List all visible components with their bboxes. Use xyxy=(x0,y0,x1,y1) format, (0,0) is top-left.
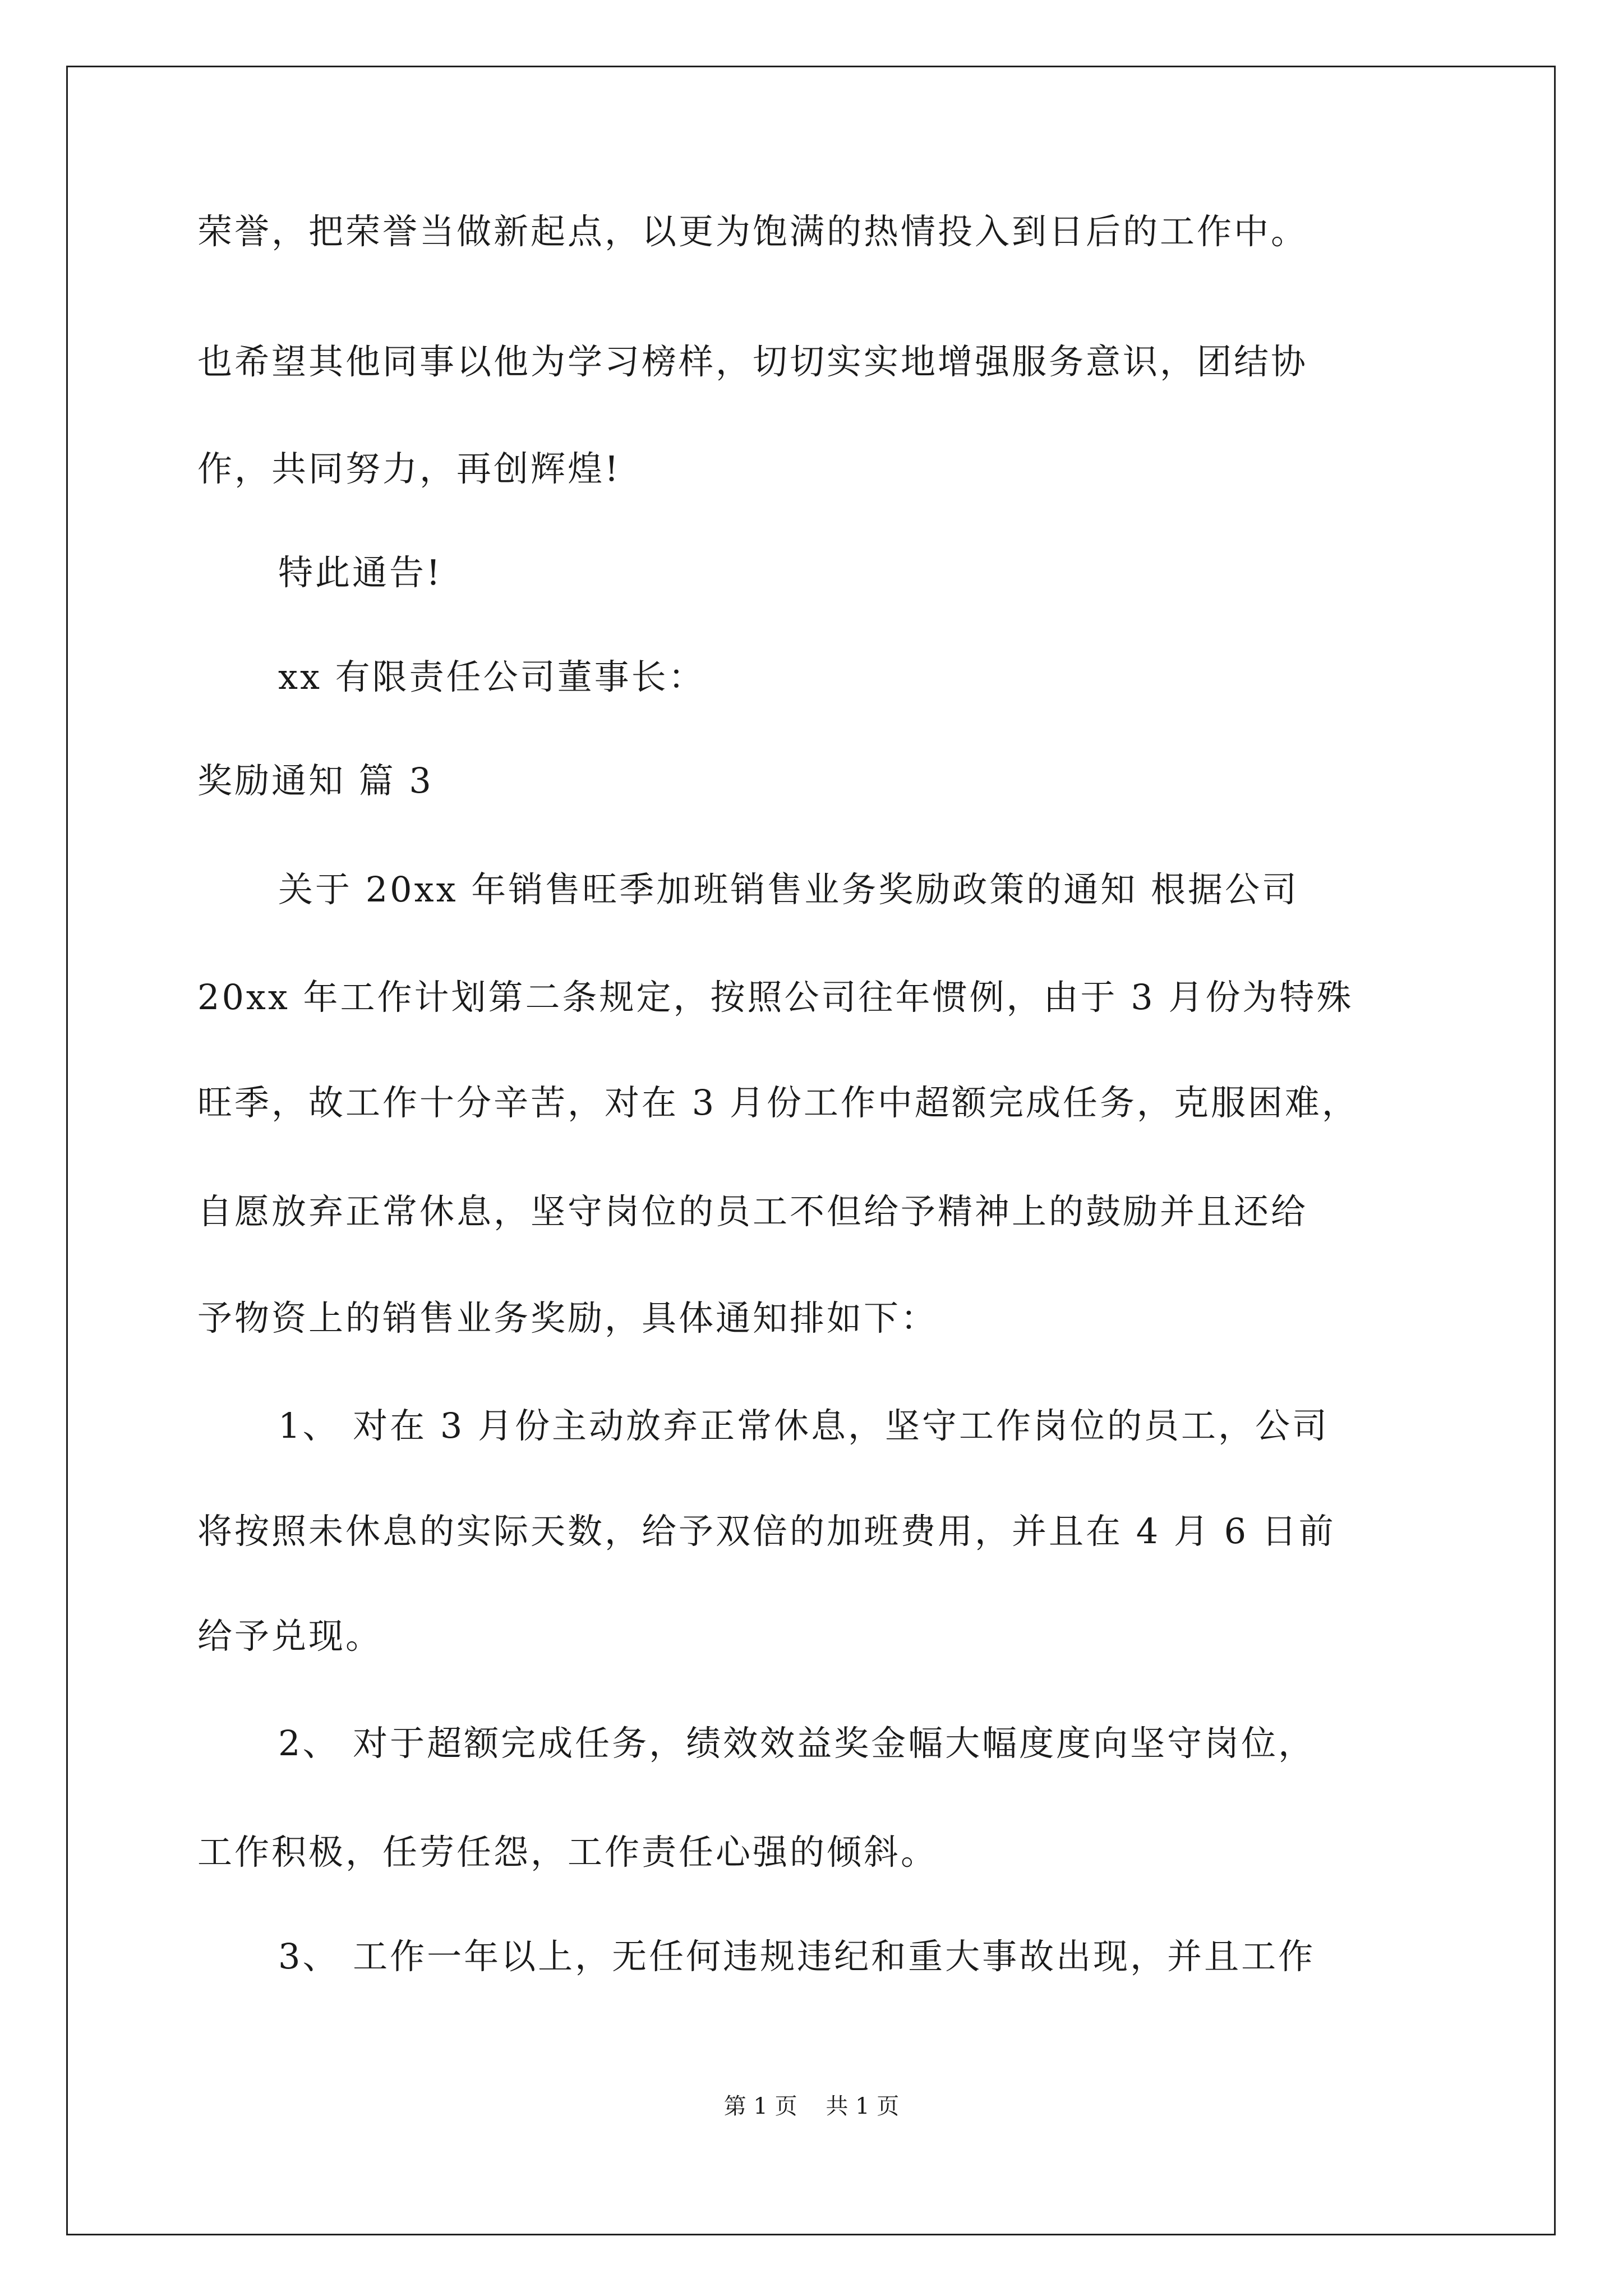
list-item: 1、 对在 3 月份主动放弃正常休息，坚守工作岗位的员工，公司 xyxy=(278,1405,1330,1446)
text-line: 20xx 年工作计划第二条规定，按照公司往年惯例，由于 3 月份为特殊 xyxy=(197,977,1354,1018)
page-footer: 第 1 页 共 1 页 xyxy=(723,2093,900,2119)
section-heading: 奖励通知 篇 3 xyxy=(197,760,434,801)
list-item: 2、 对于超额完成任务，绩效效益奖金幅大幅度度向坚守岗位， xyxy=(278,1723,1316,1764)
text-line: 工作积极，任劳任怨，工作责任心强的倾斜。 xyxy=(197,1832,938,1872)
text-line: 关于 20xx 年销售旺季加班销售业务奖励政策的通知 根据公司 xyxy=(278,869,1299,910)
list-item: 3、 工作一年以上，无任何违规违纪和重大事故出现，并且工作 xyxy=(278,1936,1316,1977)
text-line: xx 有限责任公司董事长： xyxy=(278,656,706,697)
text-line: 将按照未休息的实际天数，给予双倍的加班费用，并且在 4 月 6 日前 xyxy=(197,1511,1336,1552)
text-line: 予物资上的销售业务奖励，具体通知排如下： xyxy=(197,1297,938,1338)
text-line: 也希望其他同事以他为学习榜样，切切实实地增强服务意识，团结协 xyxy=(197,341,1308,382)
page-border xyxy=(66,66,1556,2235)
text-line: 旺季，故工作十分辛苦，对在 3 月份工作中超额完成任务，克服困难， xyxy=(197,1082,1359,1123)
text-line: 给予兑现。 xyxy=(197,1616,383,1657)
text-line: 荣誉，把荣誉当做新起点，以更为饱满的热情投入到日后的工作中。 xyxy=(197,211,1308,252)
text-line: 特此通告! xyxy=(278,552,442,593)
text-line: 自愿放弃正常休息，坚守岗位的员工不但给予精神上的鼓励并且还给 xyxy=(197,1191,1308,1232)
text-line: 作，共同努力，再创辉煌! xyxy=(197,448,621,489)
